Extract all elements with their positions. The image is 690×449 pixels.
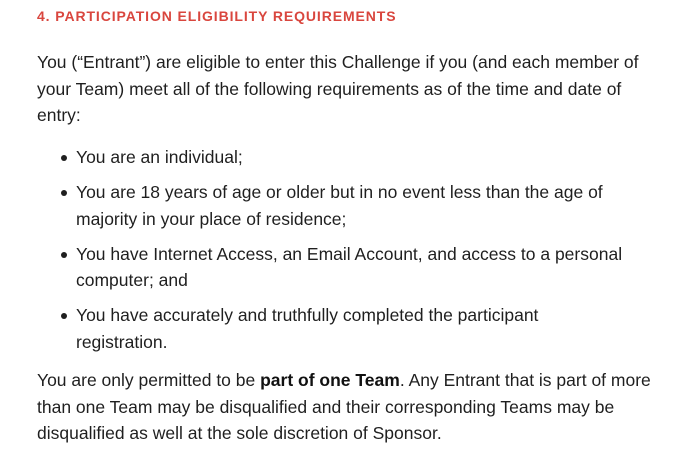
bullet-icon — [61, 155, 67, 161]
intro-line: your Team) meet all of the following requirements as of the time and date of — [37, 78, 622, 99]
requirement-line: You are an individual; — [76, 147, 243, 167]
section-heading: 4. PARTICIPATION ELIGIBILITY REQUIREMENTS — [37, 8, 397, 24]
team-rule-emphasis: part of one Team — [260, 370, 400, 390]
team-rule-line — [37, 367, 677, 394]
requirement-line: You are 18 years of age or older but in no event less than the age of — [76, 182, 603, 202]
team-rule-text: . Any Entrant that is part of more — [399, 370, 651, 390]
requirement-item — [37, 179, 677, 232]
intro-line: entry: — [37, 105, 81, 125]
requirement-line: You have Internet Access, an Email Account, and access to a personal — [76, 243, 623, 264]
requirement-item — [37, 241, 677, 294]
bullet-icon — [61, 313, 67, 319]
requirement-item — [37, 302, 677, 355]
requirement-line: computer; and — [76, 270, 188, 290]
intro-line: You (“Entrant”) are eligible to enter this Challenge if you (and each member of — [37, 52, 639, 72]
team-rule-line: than one Team may be disqualified and their corresponding Teams may be — [37, 396, 615, 417]
requirement-line: You have accurately and truthfully completed the participant — [76, 305, 539, 325]
team-rule-line: disqualified as well at the sole discretion of Sponsor. — [37, 423, 442, 443]
bullet-icon — [61, 252, 67, 258]
team-rule-paragraph — [37, 367, 677, 447]
intro-paragraph — [37, 49, 677, 129]
requirement-line: registration. — [76, 331, 168, 352]
requirement-line: majority in your place of residence; — [76, 208, 347, 229]
requirements-list — [37, 144, 677, 364]
requirement-item — [37, 144, 677, 171]
bullet-icon — [61, 190, 67, 196]
team-rule-text: You are only permitted to be — [37, 370, 261, 390]
